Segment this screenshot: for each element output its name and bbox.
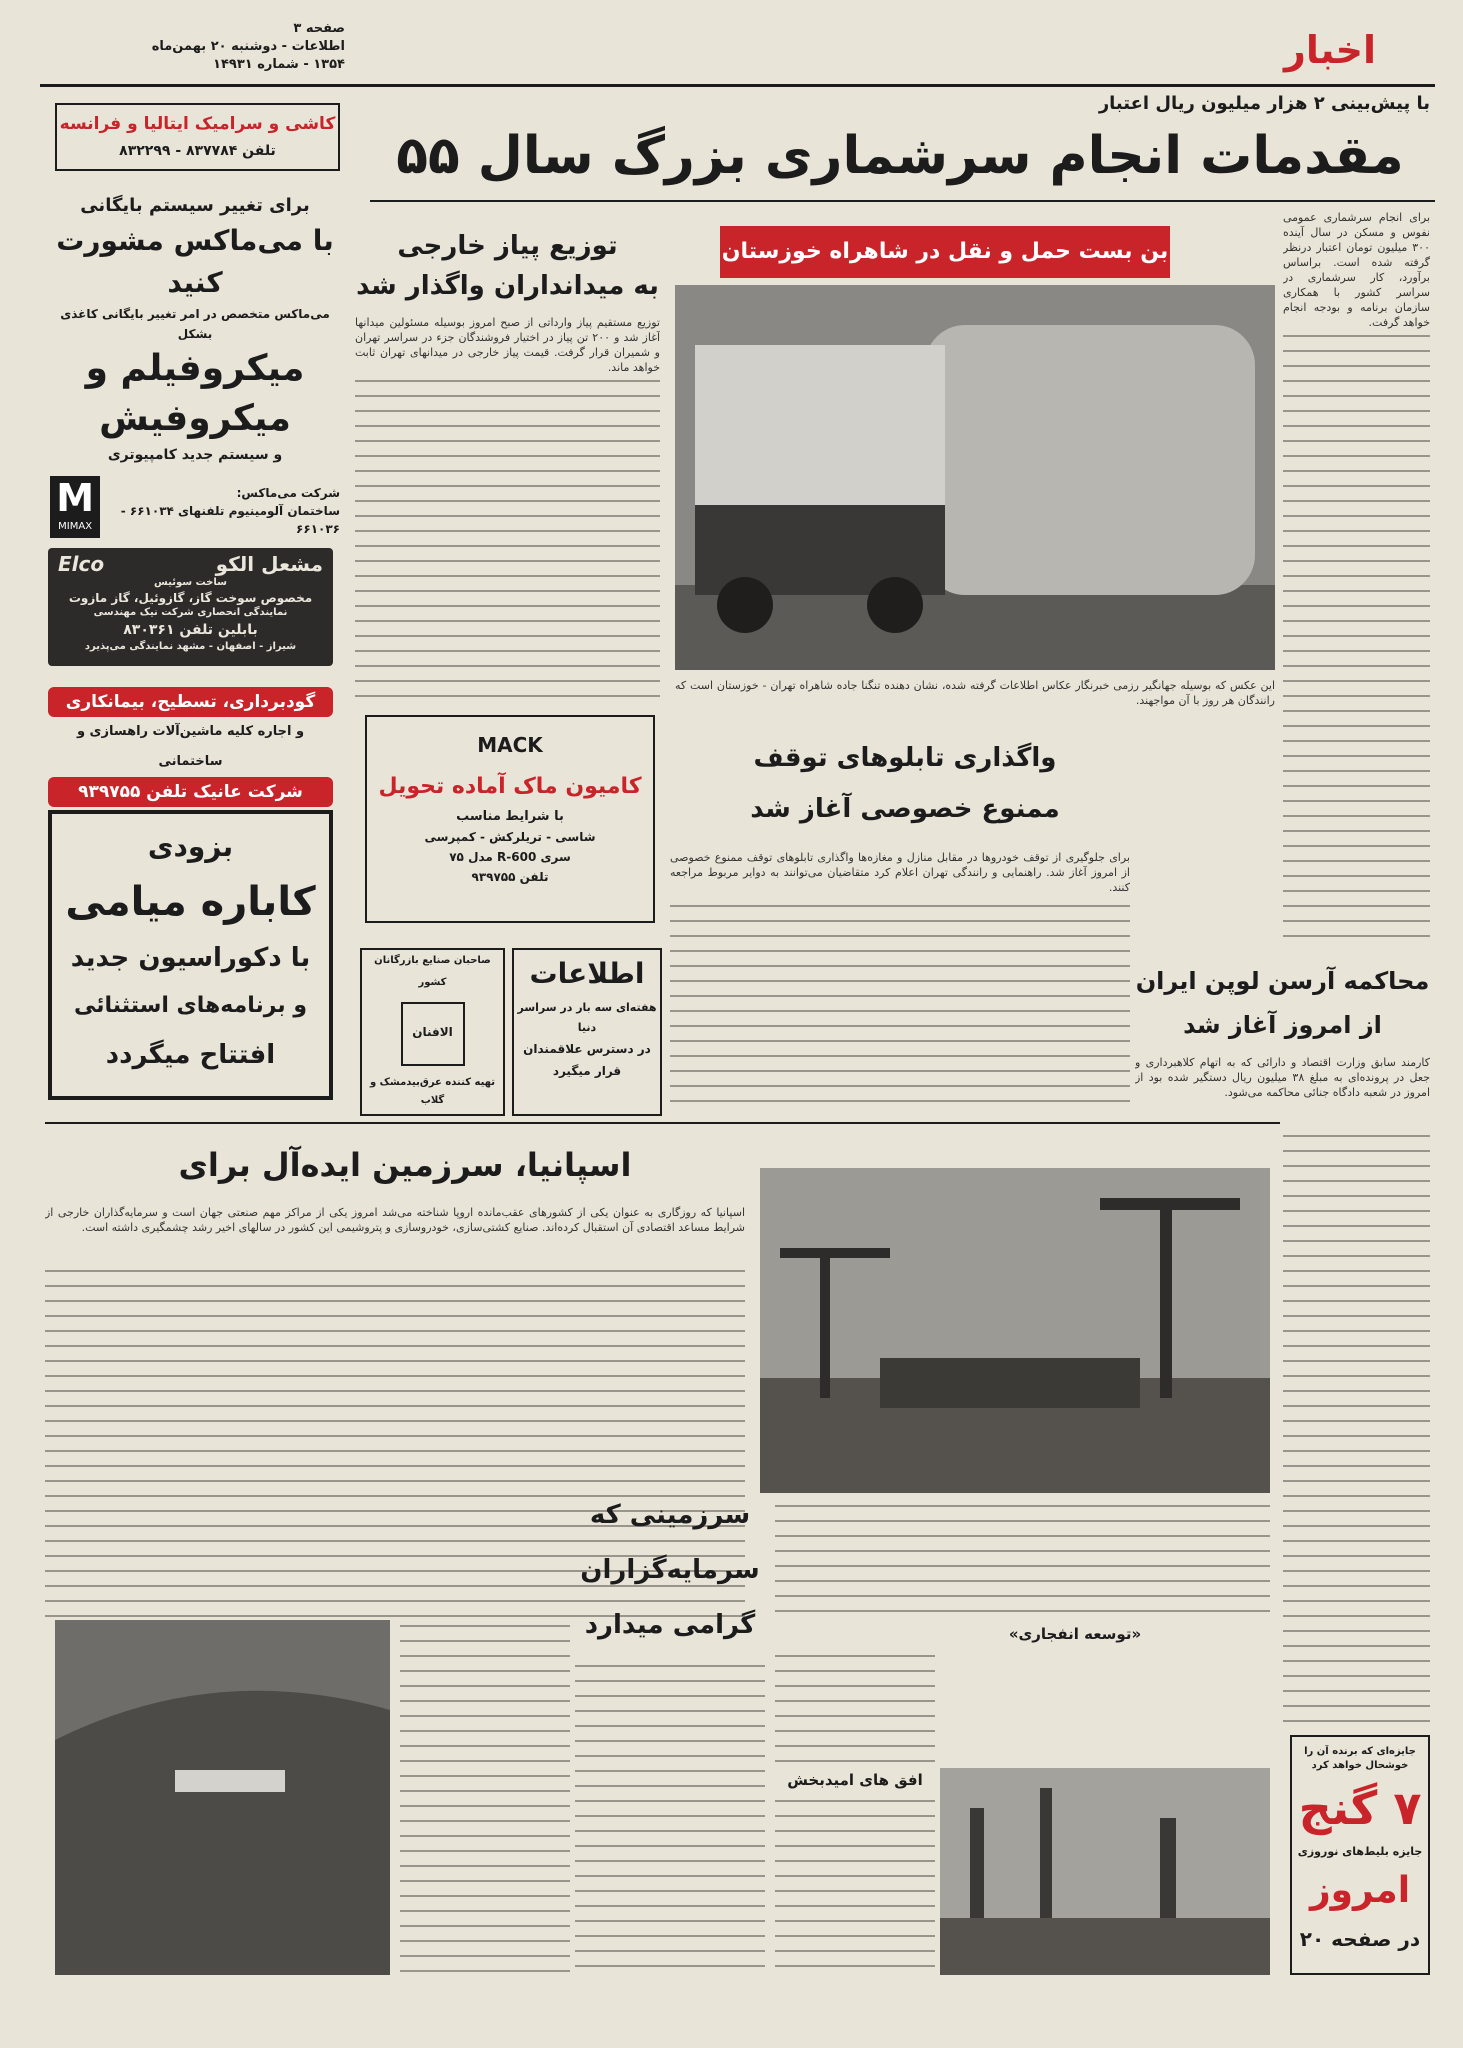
ettelaat-brand: اطلاعات [529, 957, 645, 990]
mimax-line-4: میکروفیلم و [85, 348, 305, 389]
spain-body-col2 [575, 1660, 765, 1975]
lottery-line-2: ۷ گنج [1298, 1781, 1422, 1835]
elco-phone: بابلین تلفن ۸۳۰۳۶۱ [123, 622, 258, 638]
spain-body-col3 [400, 1620, 570, 1975]
elco-brand: Elco [58, 552, 105, 576]
alfan-logo: الافنان [401, 1002, 465, 1066]
onion-headline-1: توزیع پیاز خارجی [397, 231, 618, 261]
alfan-ad [360, 948, 505, 1116]
onion-headline-2: به میدانداران واگذار شد [356, 271, 659, 301]
issue-number: ۱۳۵۴ - شماره ۱۴۹۳۱ [213, 57, 345, 72]
mimax-line-2: با می‌ماکس مشورت کنید [56, 224, 334, 299]
mack-brand: MACK [477, 733, 543, 757]
alfan-line-1: صاحبان صنایع بازرگانان کشور [374, 955, 491, 988]
signs-headline-1: واگذاری تابلوهای توقف [753, 743, 1057, 773]
lottery-line-1: جایزه‌ای که برنده آن را خوشحال خواهد کرد [1304, 1746, 1416, 1771]
refinery-illustration [940, 1768, 1270, 1975]
arsen-body-continued [1283, 1130, 1430, 1730]
spain-subhead-1: «توسعه انفجاری» [1008, 1625, 1142, 1643]
signs-body-continued [670, 900, 1130, 1110]
cabaret-line-1: بزودی [147, 830, 234, 863]
ettelaat-line-1: هفته‌ای سه بار در سراسر دنیا [517, 1001, 657, 1034]
mack-phone: تلفن ۹۳۹۷۵۵ [471, 870, 549, 884]
earthworks-ad [48, 687, 333, 802]
ettelaat-line-3: قرار میگیرد [552, 1064, 622, 1078]
earthworks-line-2: و اجاره کلیه ماشین‌آلات راهسازی و ساختمانی [76, 724, 305, 769]
dateline-block [45, 20, 345, 76]
elco-header [48, 548, 333, 576]
earthworks-line-3: شرکت عانیک تلفن ۹۳۹۷۵۵ [48, 777, 333, 807]
spain-subhead-2: افق های امیدبخش [787, 1771, 923, 1789]
main-headline: مقدمات انجام سرشماری بزرگ سال ۵۵ [396, 126, 1404, 186]
lottery-line-3: جایزه بلیط‌های نوروزی [1297, 1845, 1423, 1858]
mack-ad [365, 715, 655, 923]
lottery-line-5: در صفحه ۲۰ [1299, 1927, 1421, 1951]
mimax-logo-letter: M [56, 476, 95, 520]
elco-line-3: شیراز - اصفهان - مشهد نمایندگی می‌پذیرد [84, 641, 297, 652]
mimax-line-5: میکروفیش [99, 398, 291, 439]
tile-ad-title: کاشی و سرامیک ایتالیا و فرانسه [59, 114, 336, 134]
cabaret-line-2: کاباره میامی [65, 879, 316, 925]
signs-body: برای جلوگیری از توقف خودروها در مقابل منازل و مغازه‌ها واگذاری تابلوهای توقف ممنوع خصوصی از امروز آغاز شد. راهنمایی و رانندگی تهران اعلام کرد متقاضیان می‌توانند به دوایر مربوط مراجعه کنند. [670, 851, 1130, 894]
onion-body-continued [355, 375, 660, 705]
spain-body: اسپانیا که روزگاری به عنوان یکی از کشورهای عقب‌مانده اروپا شناخته می‌شد امروز یکی از مراکز مهم صنعتی جهان است و سرمایه‌گذاران خارجی از شرایط مساعد اقتصادی آن استقبال کرده‌اند. صنایع کشتی‌سازی، خودروسازی و پتروشیمی این کشور در سالهای اخیر رشد چشمگیری داشته است. [45, 1206, 745, 1234]
cabaret-line-5: افتتاح میگردد [105, 1040, 276, 1070]
elco-line-2: نمایندگی انحصاری شرکت نیک مهندسی [93, 607, 288, 618]
earthworks-line-1: گودبرداری، تسطیح، بیمانکاری [48, 687, 333, 717]
truck-photo [675, 285, 1275, 670]
mack-line-3: سری R-600 مدل ۷۵ [449, 850, 571, 864]
onion-body: توزیع مستقیم پیاز وارداتی از صبح امروز بوسیله مسئولین میدانها آغاز شد و ۲۰۰ تن پیاز در اختیار فروشندگان جزء در سراسر تهران و شمیران قرار گرفت. قیمت پیاز خارجی در میدانهای تهران ثابت خواهد ماند. [355, 316, 660, 374]
signs-headline-2: ممنوع خصوصی آغاز شد [750, 794, 1060, 824]
refinery-photo [940, 1768, 1270, 1975]
masthead-rule [40, 84, 1435, 87]
elco-title: مشعل الکو [215, 552, 323, 576]
mack-line-1: با شرایط مناسب [456, 809, 564, 824]
cabaret-ad [48, 810, 333, 1100]
mimax-contact [100, 484, 340, 538]
page-number: صفحه ۳ [293, 21, 345, 36]
mimax-company: شرکت می‌ماکس: [236, 486, 340, 500]
main-kicker: با پیش‌بینی ۲ هزار میلیون ریال اعتبار [1098, 93, 1430, 114]
shipyard-photo [760, 1168, 1270, 1493]
dam-illustration [55, 1620, 390, 1975]
spain-pull-1: سرزمینی که [589, 1500, 751, 1530]
spain-rule [45, 1122, 1280, 1124]
truck-illustration [675, 285, 1275, 670]
cabaret-line-3: با دکوراسیون جدید [70, 943, 311, 973]
mimax-footer [50, 476, 340, 538]
mimax-line-1: برای تغییر سیستم بایگانی [80, 195, 310, 216]
mack-title: کامیون ماک آماده تحویل [378, 774, 642, 799]
spain-pull-3: گرامی میدارد [584, 1610, 756, 1640]
shipyard-illustration [760, 1168, 1270, 1493]
mimax-logo-text: MIMAX [58, 521, 93, 532]
elco-ad [48, 548, 333, 666]
spain-body-col6 [775, 1795, 935, 1975]
main-body-continued [1283, 330, 1430, 950]
spain-pull-2: سرمایه‌گزاران [580, 1555, 760, 1585]
truck-caption: این عکس که بوسیله جهانگیر رزمی خبرنگار عکاس اطلاعات گرفته شده، نشان دهنده تنگنا جاده شاهراه تهران - خوزستان است که رانندگان هر روز با آن مواجهند. [675, 679, 1275, 707]
tile-ad-phone: تلفن ۸۳۷۷۸۴ - ۸۳۲۲۹۹ [119, 143, 276, 159]
mack-line-2: شاسی - تریلرکش - کمپرسی [424, 830, 596, 844]
spain-body-col4 [775, 1500, 1270, 1620]
spain-headline: اسپانیا، سرزمین ایده‌آل برای [178, 1146, 632, 1184]
tile-ad [55, 103, 340, 171]
lottery-line-4: امروز [1309, 1870, 1411, 1911]
mimax-address: ساختمان آلومینیوم تلفنهای ۶۶۱۰۳۴ - ۶۶۱۰۳۶ [120, 504, 340, 536]
cabaret-line-4: و برنامه‌های استثنائی [74, 993, 307, 1018]
main-body: برای انجام سرشماری عمومی نفوس و مسکن در سال آینده ۳۰۰ میلیون تومان اعتبار درنظر گرفته شده است. براساس برآورد، کار سرشماری در سراسر کشور با همکاری سازمان برنامه و بودجه انجام خواهد گرفت. [1283, 211, 1430, 329]
lottery-ad [1290, 1735, 1430, 1975]
alfan-line-2: تهیه کننده عرق‌بیدمشک و گلاب [369, 1077, 496, 1106]
khuzestan-headline: بن بست حمل و نقل در شاهراه خوزستان [720, 226, 1170, 278]
spain-body-col5 [775, 1650, 935, 1765]
ettelaat-ad [512, 948, 662, 1116]
mimax-ad [50, 192, 340, 536]
elco-subtitle: ساخت سوئیس [154, 577, 227, 588]
elco-line-1: مخصوص سوخت گاز، گازوئیل، گاز مازوت [68, 591, 313, 605]
section-title: اخبار [1283, 28, 1377, 72]
dateline: اطلاعات - دوشنبه ۲۰ بهمن‌ماه [151, 39, 345, 54]
mimax-line-3: می‌ماکس متخصص در امر تغییر بایگانی کاغذی بشکل [60, 307, 330, 341]
arsen-headline-2: از امروز آغاز شد [1183, 1011, 1382, 1039]
ettelaat-line-2: در دسترس علاقمندان [523, 1042, 651, 1056]
mimax-logo [50, 476, 100, 538]
main-rule [370, 200, 1435, 202]
arsen-headline-1: محاکمه آرسن لوپن ایران [1135, 967, 1430, 995]
mimax-line-6: و سیستم جدید کامپیوتری [107, 447, 283, 463]
dam-photo [55, 1620, 390, 1975]
arsen-body: کارمند سابق وزارت اقتصاد و دارائی که به اتهام کلاهبرداری و جعل در پرونده‌ای به مبلغ ۳۸ میلیون ریال دستگیر شده بود از امروز در شعبه دادگاه جنائی محاکمه می‌شود. [1135, 1056, 1430, 1099]
